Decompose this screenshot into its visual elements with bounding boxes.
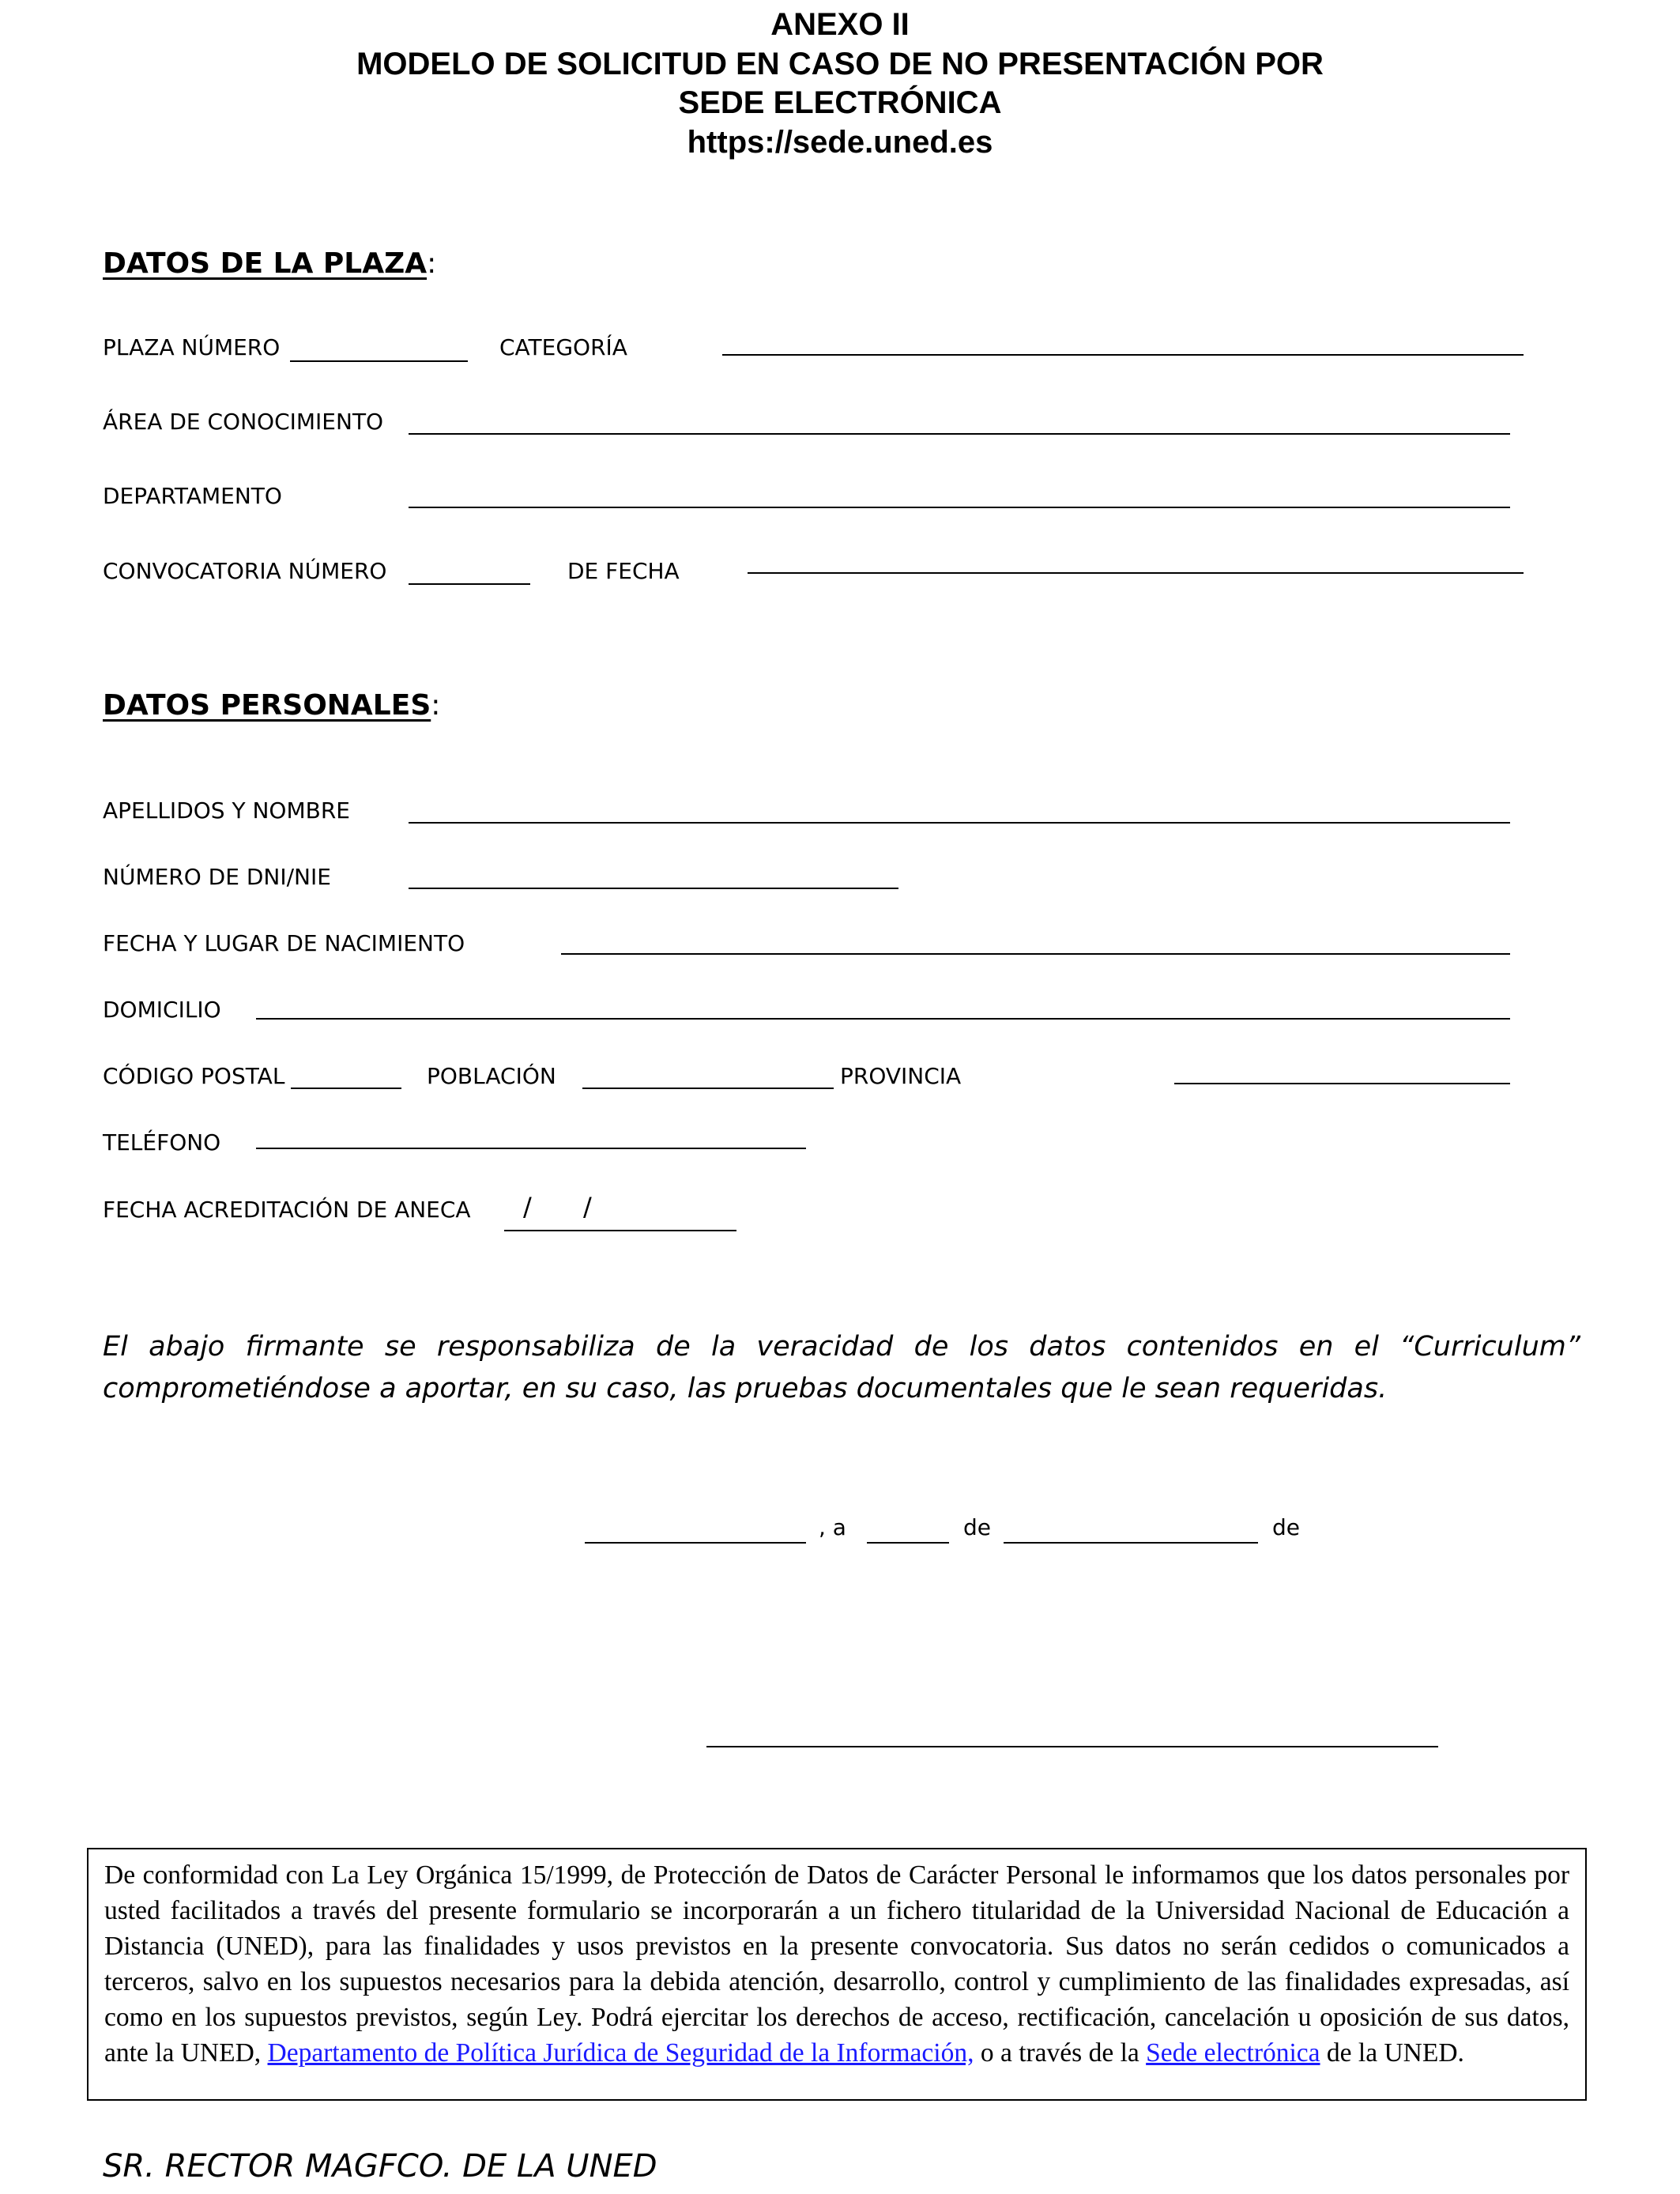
domicilio-field[interactable] [256,1018,1510,1020]
date-de-1: de [963,1514,991,1540]
apellidos-label: APELLIDOS Y NOMBRE [103,797,350,824]
departamento-label: DEPARTAMENTO [103,483,282,509]
nacimiento-field[interactable] [561,953,1510,955]
place-field[interactable] [585,1542,806,1544]
departamento-field[interactable] [409,507,1510,508]
aneca-date-field[interactable] [504,1230,736,1231]
area-label: ÁREA DE CONOCIMIENTO [103,409,384,435]
sede-url: https://sede.uned.es [687,125,993,160]
area-field[interactable] [409,433,1510,435]
categoria-field[interactable] [722,354,1524,356]
telefono-label: TELÉFONO [103,1129,221,1155]
date-comma-a: , a [819,1514,846,1540]
de-fecha-label: DE FECHA [567,558,680,584]
form-title-line1: MODELO DE SOLICITUD EN CASO DE NO PRESENTACIÓN POR [356,47,1324,81]
plaza-heading-colon: : [427,247,437,280]
personal-section-heading [103,689,440,722]
aneca-label: FECHA ACREDITACIÓN DE ANECA [103,1197,471,1223]
plaza-numero-field[interactable] [290,360,468,362]
personal-heading-text: DATOS PERSONALES [103,689,431,722]
apellidos-field[interactable] [409,822,1510,824]
signature-field[interactable] [706,1746,1438,1747]
telefono-field[interactable] [256,1148,806,1149]
de-fecha-field[interactable] [748,572,1524,574]
poblacion-field[interactable] [582,1088,834,1089]
privacy-end-text: de la UNED. [1320,2038,1464,2068]
provincia-label: PROVINCIA [840,1063,962,1089]
privacy-notice [87,1848,1587,2101]
personal-heading-colon: : [431,689,441,722]
month-field[interactable] [1004,1542,1258,1544]
date-de-2: de [1272,1514,1300,1540]
politica-juridica-link[interactable]: Departamento de Política Jurídica de Seguridad de la Información, [267,2038,974,2068]
annex-title: ANEXO II [770,7,910,42]
day-field[interactable] [867,1542,949,1544]
convocatoria-label: CONVOCATORIA NÚMERO [103,558,387,584]
plaza-section-heading [103,247,436,280]
aneca-separator-2: / [583,1192,592,1222]
aneca-separator-1: / [523,1192,532,1222]
privacy-text: De conformidad con La Ley Orgánica 15/1999, de Protección de Datos de Carácter Personal le informamos que los datos personales por usted facilitados a través del presente formulario se incorporarán a un fichero titularidad de la Universidad Nacional de Educación a Distancia (UNED), para las finalidades y usos previstos en la presente convocatoria. Sus datos no serán cedidos o comunicados a terceros, salvo en los supuestos necesarios para la debida atención, desarrollo, control y cumplimiento de las finalidades expresadas, así como en los supuestos previstos, según Ley. Podrá ejercitar los derechos de acceso, rectificación, cancelación u oposición de sus datos, ante la UNED, [104,1860,1569,2068]
provincia-field[interactable] [1174,1083,1510,1084]
declaration-text: El abajo firmante se responsabiliza de la veracidad de los datos contenidos en el “Curriculum” comprometiéndose a aportar, en su caso, las pruebas documentales que le sean requeridas. [103,1331,1580,1404]
dni-label: NÚMERO DE DNI/NIE [103,864,331,890]
codigo-postal-label: CÓDIGO POSTAL [103,1063,285,1089]
plaza-heading-text: DATOS DE LA PLAZA [103,247,428,280]
codigo-postal-field[interactable] [291,1088,401,1089]
domicilio-label: DOMICILIO [103,997,221,1023]
categoria-label: CATEGORÍA [499,334,627,360]
form-title-line2: SEDE ELECTRÓNICA [678,85,1002,120]
nacimiento-label: FECHA Y LUGAR DE NACIMIENTO [103,930,465,956]
convocatoria-field[interactable] [409,583,530,585]
sede-electronica-link[interactable]: Sede electrónica [1146,2038,1320,2068]
rector-addressee: SR. RECTOR MAGFCO. DE LA UNED [103,2148,657,2185]
privacy-middle-text: o a través de la [974,2038,1147,2068]
dni-field[interactable] [409,888,898,889]
plaza-numero-label: PLAZA NÚMERO [103,334,281,360]
poblacion-label: POBLACIÓN [427,1063,556,1089]
